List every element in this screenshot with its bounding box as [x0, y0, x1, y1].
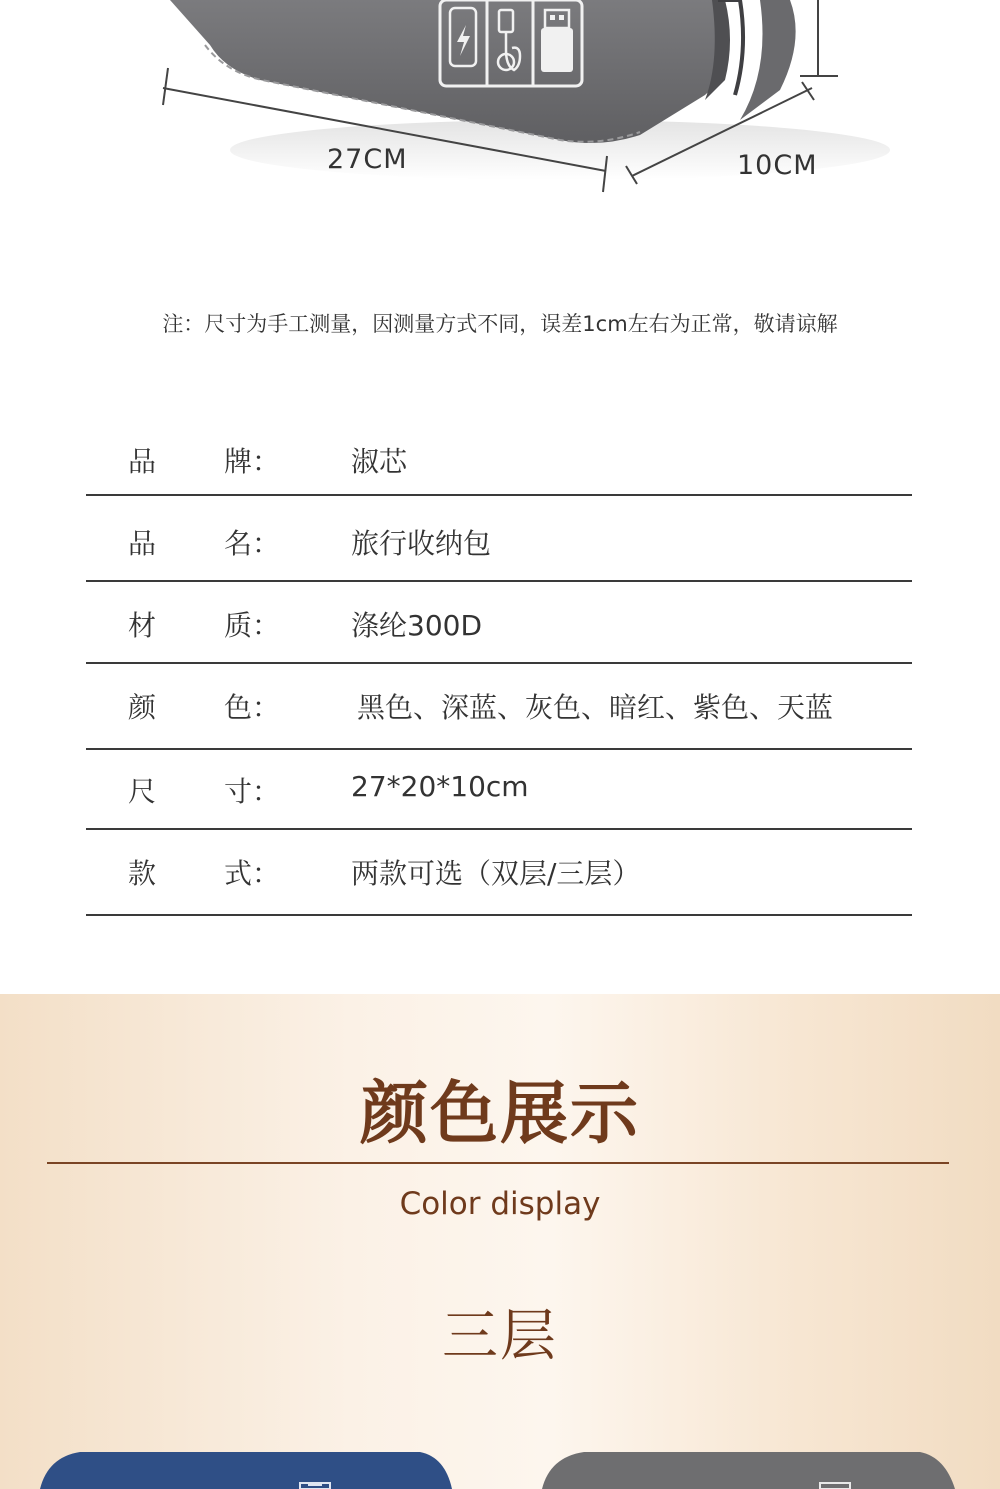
spec-key: 尺	[128, 775, 157, 808]
spec-key: 品	[128, 527, 157, 560]
length-label: 27CM	[327, 144, 408, 175]
spec-key: 颜	[128, 691, 157, 724]
bag-illustration	[0, 0, 1000, 240]
spec-key: 材	[128, 609, 157, 642]
layer-label: 三层	[442, 1304, 558, 1369]
spec-key: 寸：	[224, 775, 281, 808]
spec-key: 式：	[224, 857, 281, 890]
spec-key: 名：	[224, 527, 281, 560]
navy-bag-preview	[40, 1452, 452, 1489]
product-dimension-image	[0, 0, 1000, 240]
spec-row-material	[86, 582, 912, 664]
spec-row-color	[86, 664, 912, 750]
spec-row-style	[86, 830, 912, 916]
bag-previews	[0, 1449, 1000, 1489]
section-subtitle: Color display	[399, 1186, 601, 1222]
spec-key: 款	[128, 857, 157, 890]
spec-value: 旅行收纳包	[351, 527, 492, 560]
spec-value: 27*20*10cm	[351, 770, 529, 803]
gray-bag-preview	[542, 1452, 955, 1489]
spec-value: 淑芯	[351, 445, 408, 478]
color-display-section	[0, 994, 1000, 1489]
spec-key: 牌：	[224, 445, 281, 478]
spec-row-name	[86, 496, 912, 582]
spec-value: 涤纶300D	[351, 609, 483, 642]
spec-value: 黑色、深蓝、灰色、暗红、紫色、天蓝	[357, 691, 834, 724]
section-title: 颜色展示	[359, 1074, 640, 1154]
measurement-note: 注：尺寸为手工测量，因测量方式不同，误差1cm左右为正常，敬请谅解	[162, 312, 838, 336]
section-divider	[47, 1162, 949, 1164]
spec-row-size	[86, 750, 912, 830]
spec-key: 品	[128, 445, 157, 478]
spec-value: 两款可选（双层/三层）	[351, 857, 641, 890]
spec-row-brand	[86, 414, 912, 496]
spec-key: 色：	[224, 691, 281, 724]
spec-key: 质：	[224, 609, 281, 642]
width-label: 10CM	[737, 150, 818, 181]
